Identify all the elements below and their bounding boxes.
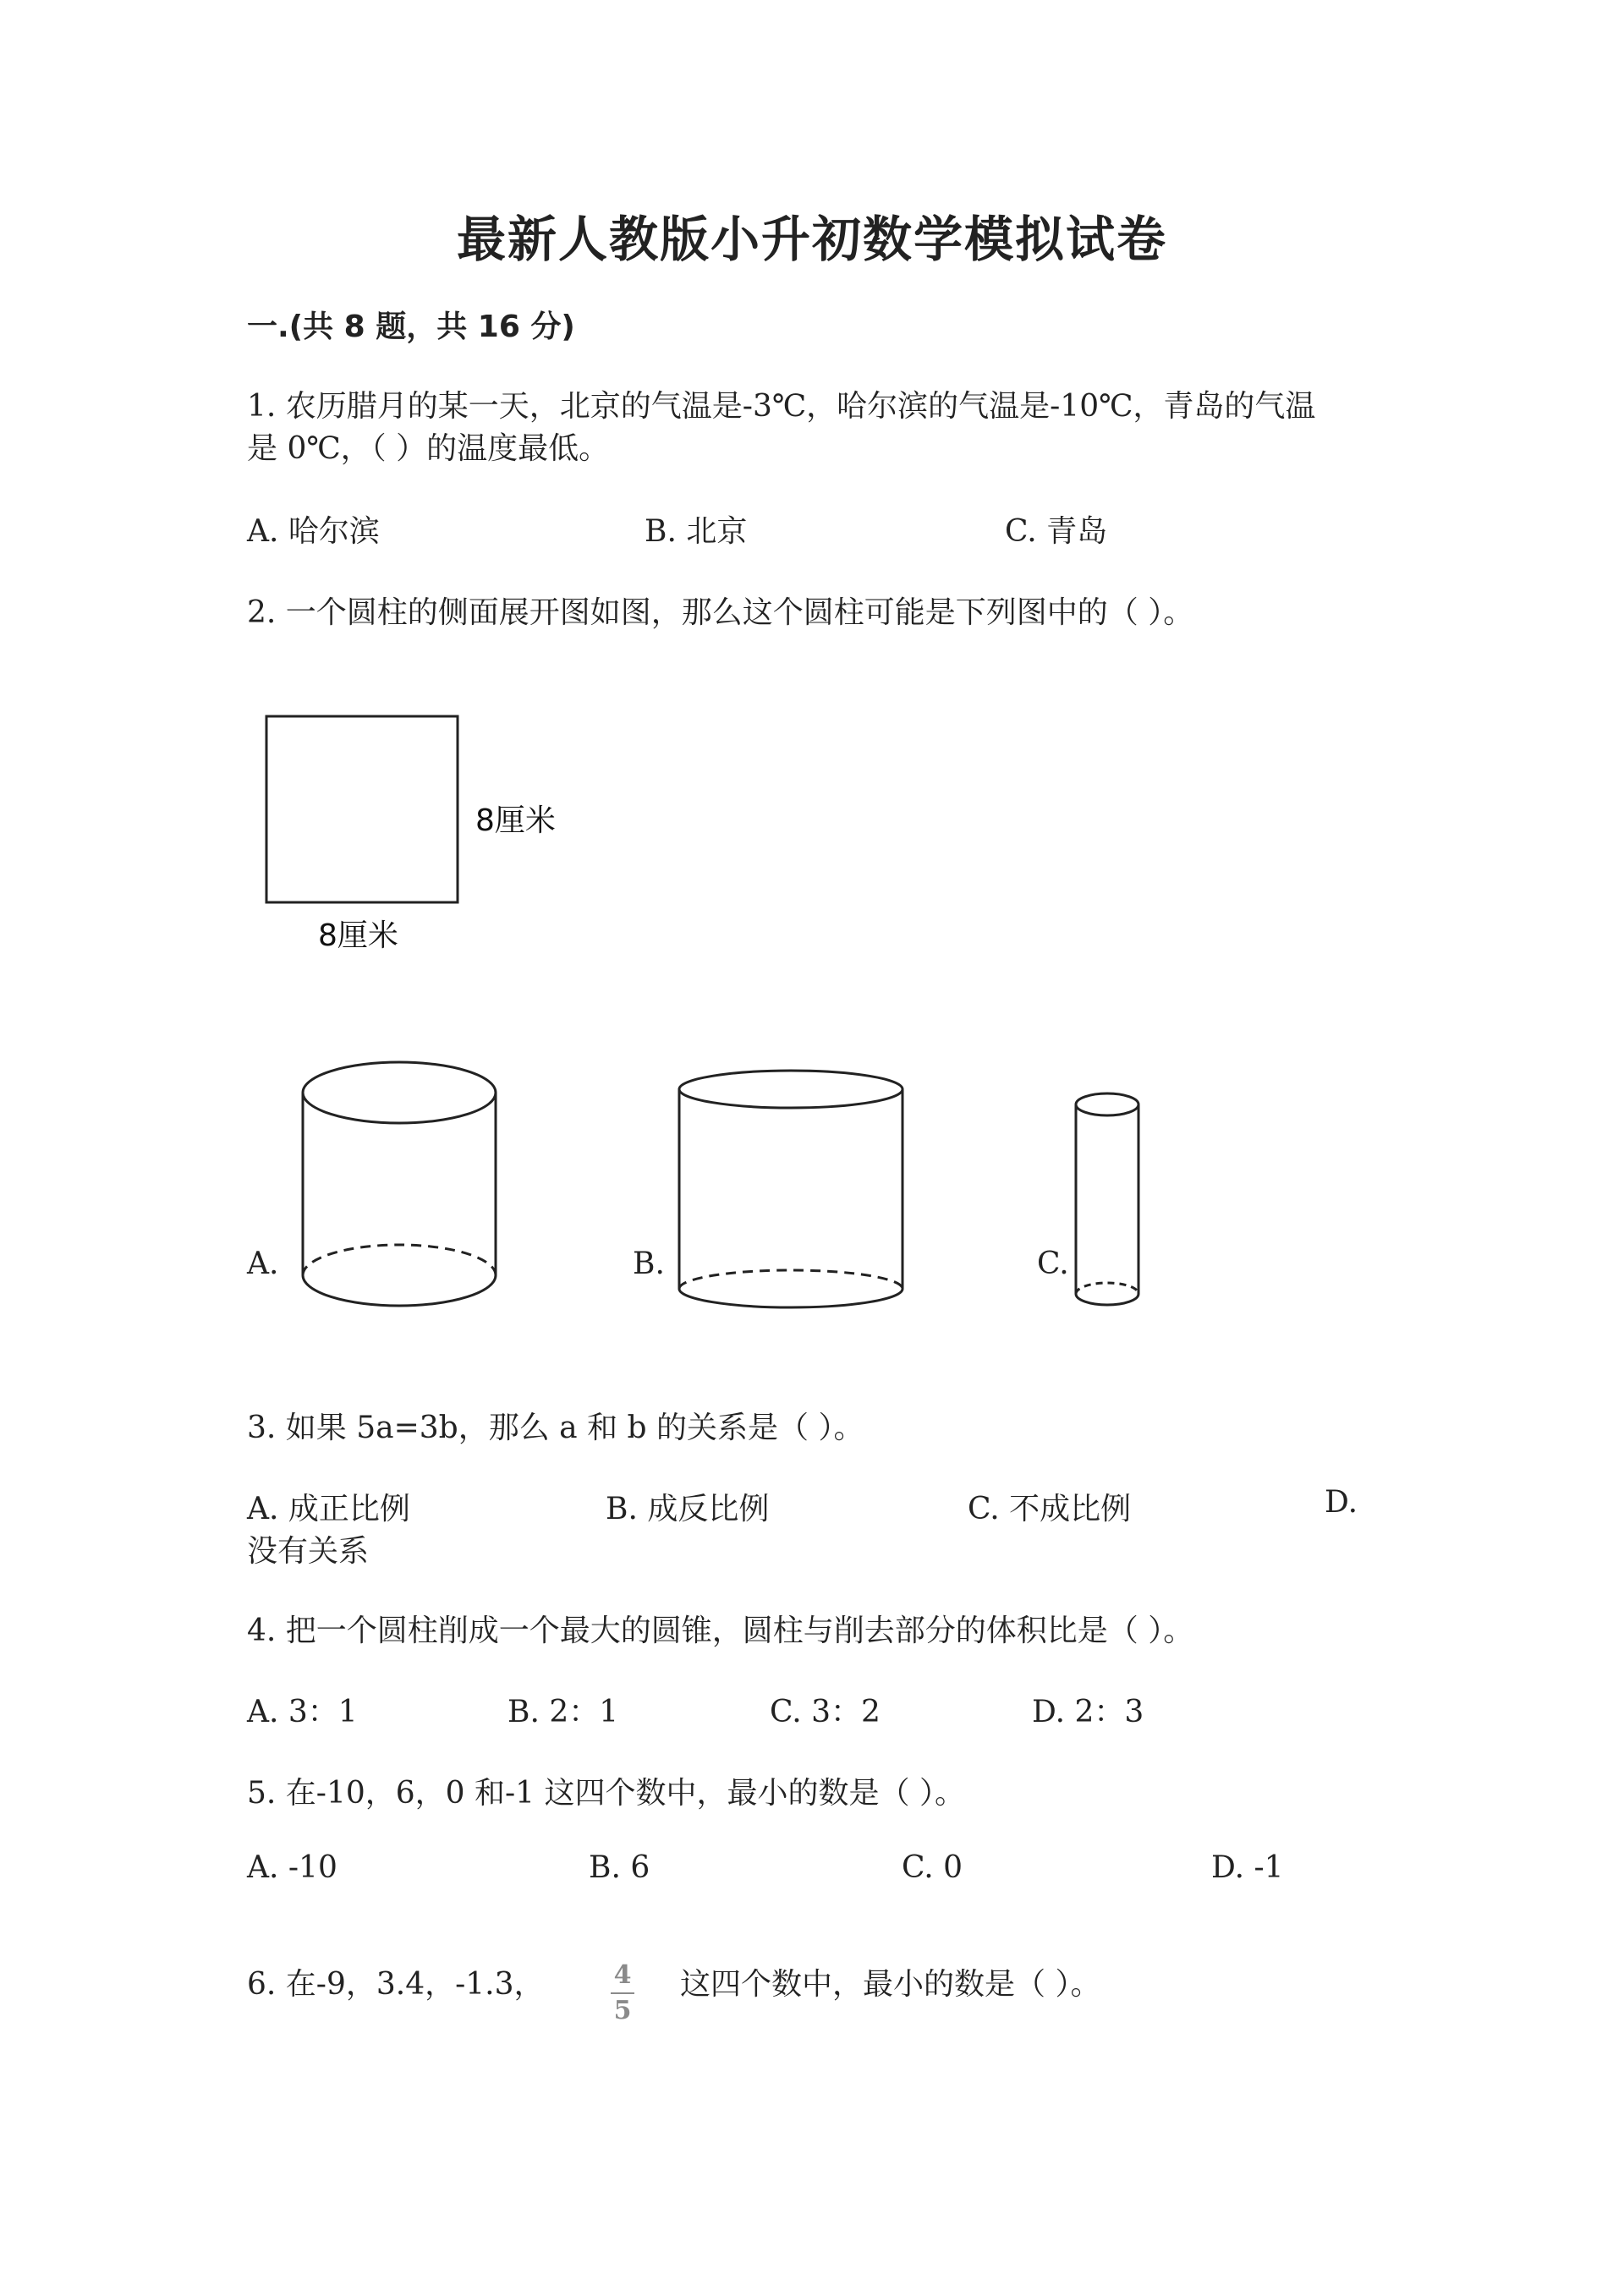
question-3-option-a: A. 成正比例 <box>247 1492 410 1526</box>
cylinder-a-top <box>303 1062 496 1123</box>
question-3-option-c: C. 不成比例 <box>968 1492 1132 1526</box>
question-1-option-c: C. 青岛 <box>1005 514 1108 549</box>
question-5-option-b: B. 6 <box>589 1850 650 1885</box>
question-6-line-1-start: 6. 在-9，3.4，-1.3， <box>247 1967 545 2002</box>
question-5-option-d: D. -1 <box>1211 1850 1284 1885</box>
fraction-bar <box>611 1992 634 1994</box>
question-2-line-1: 2. 一个圆柱的侧面展开图如图，那么这个圆柱可能是下列图中的（ ）。 <box>247 595 1194 630</box>
question-4-option-c: C. 3：2 <box>770 1695 881 1729</box>
question-3-option-d: D. <box>1325 1485 1358 1520</box>
square-net <box>266 716 458 902</box>
question-1-line-1: 1. 农历腊月的某一天，北京的气温是-3℃，哈尔滨的气温是-10℃，青岛的气温 <box>247 389 1316 424</box>
question-3-option-b: B. 成反比例 <box>606 1492 770 1526</box>
page-title: 最新人教版小升初数学模拟试卷 <box>456 211 1167 268</box>
question-6-line-1-end: 这四个数中，最小的数是（ ）。 <box>680 1967 1101 2002</box>
cylinder-b-top <box>679 1071 903 1108</box>
question-3-option-d-text: 没有关系 <box>247 1534 370 1569</box>
cylinder-b-bottom-front <box>679 1289 903 1307</box>
cylinder-a-bottom-back <box>303 1245 496 1275</box>
cylinder-c-top <box>1076 1093 1138 1115</box>
question-5-line-1: 5. 在-10，6，0 和-1 这四个数中，最小的数是（ ）。 <box>247 1776 965 1811</box>
question-2-option-b: B. <box>633 1247 665 1281</box>
question-1-option-b: B. 北京 <box>645 514 748 549</box>
question-1-line-2: 是 0℃，（ ）的温度最低。 <box>247 431 610 466</box>
fraction-denominator: 5 <box>613 1996 632 2025</box>
square-net-figure <box>254 706 474 909</box>
cylinder-c <box>1074 1091 1150 1319</box>
question-4-option-d: D. 2：3 <box>1032 1695 1144 1729</box>
question-2-option-a: A. <box>247 1247 279 1281</box>
question-4-line-1: 4. 把一个圆柱削成一个最大的圆锥，圆柱与削去部分的体积比是（ ）。 <box>247 1614 1194 1648</box>
fraction-numerator: 4 <box>613 1960 632 1990</box>
section-header: 一.(共 8 题，共 16 分) <box>247 310 575 344</box>
cylinder-c-bottom-front <box>1076 1294 1138 1305</box>
cylinder-a <box>296 1057 508 1319</box>
cylinder-a-bottom-front <box>303 1275 496 1306</box>
question-4-option-b: B. 2：1 <box>508 1695 619 1729</box>
cylinder-b <box>677 1066 914 1319</box>
cylinder-c-bottom-back <box>1076 1283 1138 1294</box>
question-4-option-a: A. 3：1 <box>247 1695 358 1729</box>
fraction-four-fifths <box>607 1960 638 2026</box>
square-bottom-label: 8厘米 <box>318 918 398 953</box>
cylinder-b-bottom-back <box>679 1270 903 1289</box>
question-1-option-a: A. 哈尔滨 <box>247 514 380 549</box>
question-3-line-1: 3. 如果 5a=3b，那么 a 和 b 的关系是（ ）。 <box>247 1411 864 1445</box>
question-5-option-a: A. -10 <box>247 1850 337 1885</box>
question-2-option-c: C. <box>1037 1247 1069 1281</box>
question-5-option-c: C. 0 <box>902 1850 963 1885</box>
square-side-label: 8厘米 <box>475 803 556 838</box>
